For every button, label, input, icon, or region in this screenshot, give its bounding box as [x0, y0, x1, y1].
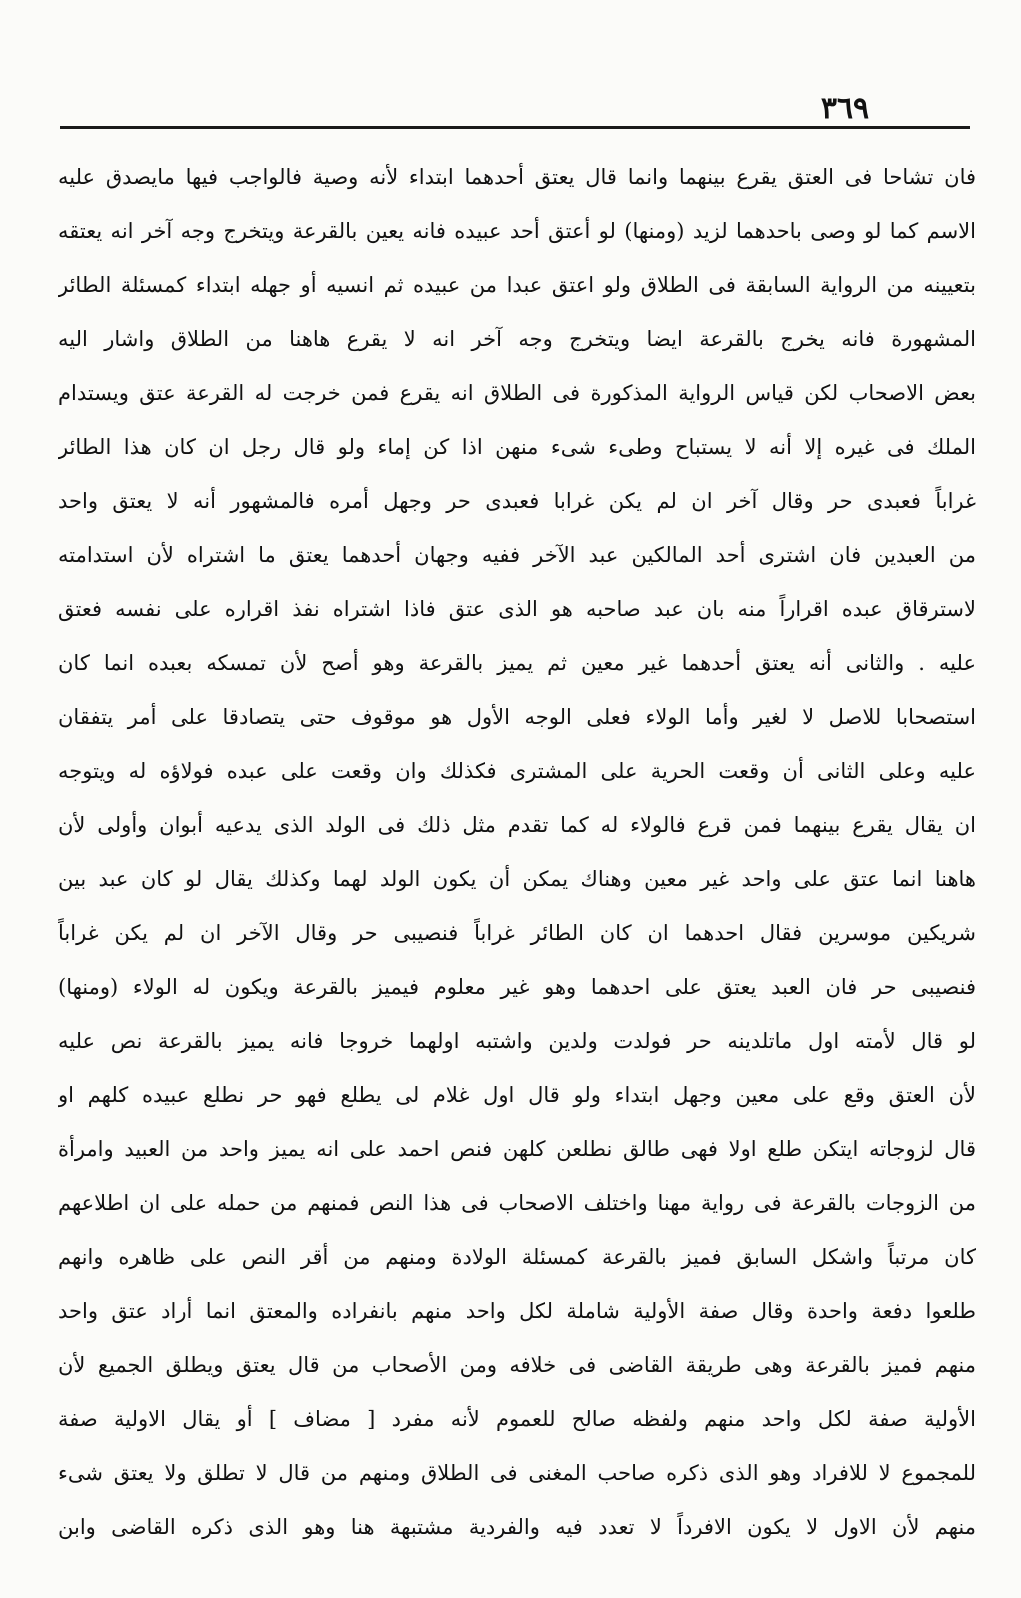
- text-line: لو قال لأمته اول ماتلدينه حر فولدت ولدين واشتبه اولهما خروجا فانه يميز بالقرعة نص عليه: [58, 1029, 976, 1053]
- text-line: بتعيينه من الرواية السابقة فى الطلاق ولو اعتق عبدا من عبيده ثم انسيه أو جهله ابتداء كمسئلة الطائر: [58, 273, 976, 297]
- text-line: منهم فميز بالقرعة وهى طريقة القاضى فى خلافه ومن الأصحاب من قال يعتق ويطلق الجميع لأن: [58, 1353, 976, 1377]
- text-line: الأولية صفة لكل واحد منهم ولفظه صالح للعموم لأنه مفرد [ مضاف ] أو يقال الاولية صفة: [58, 1407, 976, 1431]
- text-line: المشهورة فانه يخرج بالقرعة ايضا ويتخرج وجه آخر انه لا يقرع هاهنا من الطلاق واشار اليه: [58, 327, 976, 351]
- text-line: ان يقال يقرع بينهما فمن قرع فالولاء له كما تقدم مثل ذلك فى الولد الذى يدعيه أبوان وأولى لأن: [58, 813, 976, 837]
- text-line: من العبدين فان اشترى أحد المالكين عبد الآخر ففيه وجهان أحدهما يعتق ما اشتراه لأن استدامته: [58, 543, 976, 567]
- text-line: الملك فى غيره إلا أنه لا يستباح وطىء شىء منهن اذا كن إماء ولو قال رجل ان كان هذا الطائر: [58, 435, 976, 459]
- text-line: استصحابا للاصل لا لغير وأما الولاء فعلى الوجه الأول هو موقوف حتى يتصادقا على أمر يتفقان: [58, 705, 976, 729]
- text-line: فنصيبى حر فان العبد يعتق على احدهما وهو غير معلوم فيميز بالقرعة ويكون له الولاء (ومنها): [58, 975, 976, 999]
- text-line: من الزوجات بالقرعة فى رواية مهنا واختلف الاصحاب فى هذا النص فمنهم من حمله على ان اطلاعهم: [58, 1191, 976, 1215]
- page-number: ٣٦٩: [820, 91, 870, 126]
- text-line: كان مرتباً واشكل السابق فميز بالقرعة كمسئلة الولادة ومنهم من أقر النص على ظاهره وانهم: [58, 1245, 976, 1269]
- text-line: فان تشاحا فى العتق يقرع بينهما وانما قال يعتق أحدهما ابتداء لأنه وصية فالواجب فيها مايصدق عليه: [58, 165, 976, 189]
- text-line: غراباً فعبدى حر وقال آخر ان لم يكن غرابا فعبدى حر وجهل أمره فالمشهور أنه لا يعتق واحد: [58, 489, 976, 513]
- text-line: هاهنا انما عتق على واحد غير معين وهناك يمكن أن يكون الولد لهما وكذلك يقال لو كان عبد بين: [58, 867, 976, 891]
- header-rule: [60, 126, 970, 129]
- body-text: [58, 150, 976, 1554]
- text-line: للمجموع لا للافراد وهو الذى ذكره صاحب المغنى فى الطلاق ومنهم من قال لا تطلق ولا يعتق شىء: [58, 1461, 976, 1485]
- text-line: لأن العتق وقع على معين وجهل ابتداء ولو قال اول غلام لى يطلع فهو حر نطلع عبيده كلهم او: [58, 1083, 976, 1107]
- text-line: بعض الاصحاب لكن قياس الرواية المذكورة فى الطلاق انه يقرع فمن خرجت له القرعة عتق ويستدام: [58, 381, 976, 405]
- text-line: لاسترقاق عبده اقراراً منه بان عبد صاحبه هو الذى عتق فاذا اشتراه نفذ اقراره على نفسه فعتق: [58, 597, 976, 621]
- text-line: منهم لأن الاول لا يكون الافرداً لا تعدد فيه والفردية مشتبهة هنا وهو الذى ذكره القاضى وابن: [58, 1515, 976, 1539]
- text-line: قال لزوجاته ايتكن طلع اولا فهى طالق نطلعن كلهن فنص احمد على انه يميز واحد من العبيد وامرأة: [58, 1137, 976, 1161]
- text-line: شريكين موسرين فقال احدهما ان كان الطائر غراباً فنصيبى حر وقال الآخر ان لم يكن غراباً: [58, 921, 976, 945]
- text-line: عليه . والثانى أنه يعتق أحدهما غير معين ثم يميز بالقرعة وهو أصح لأن تمسكه بعبده انما كان: [58, 651, 976, 675]
- text-line: الاسم كما لو وصى باحدهما لزيد (ومنها) لو أعتق أحد عبيده فانه يعين بالقرعة ويتخرج وجه آخر انه يعتقه: [58, 219, 976, 243]
- text-line: عليه وعلى الثانى أن وقعت الحرية على المشترى فكذلك وان وقعت على عبده فولاؤه له ويتوجه: [58, 759, 976, 783]
- text-line: طلعوا دفعة واحدة وقال صفة الأولية شاملة لكل واحد منهم بانفراده والمعتق انما أراد عتق واحد: [58, 1299, 976, 1323]
